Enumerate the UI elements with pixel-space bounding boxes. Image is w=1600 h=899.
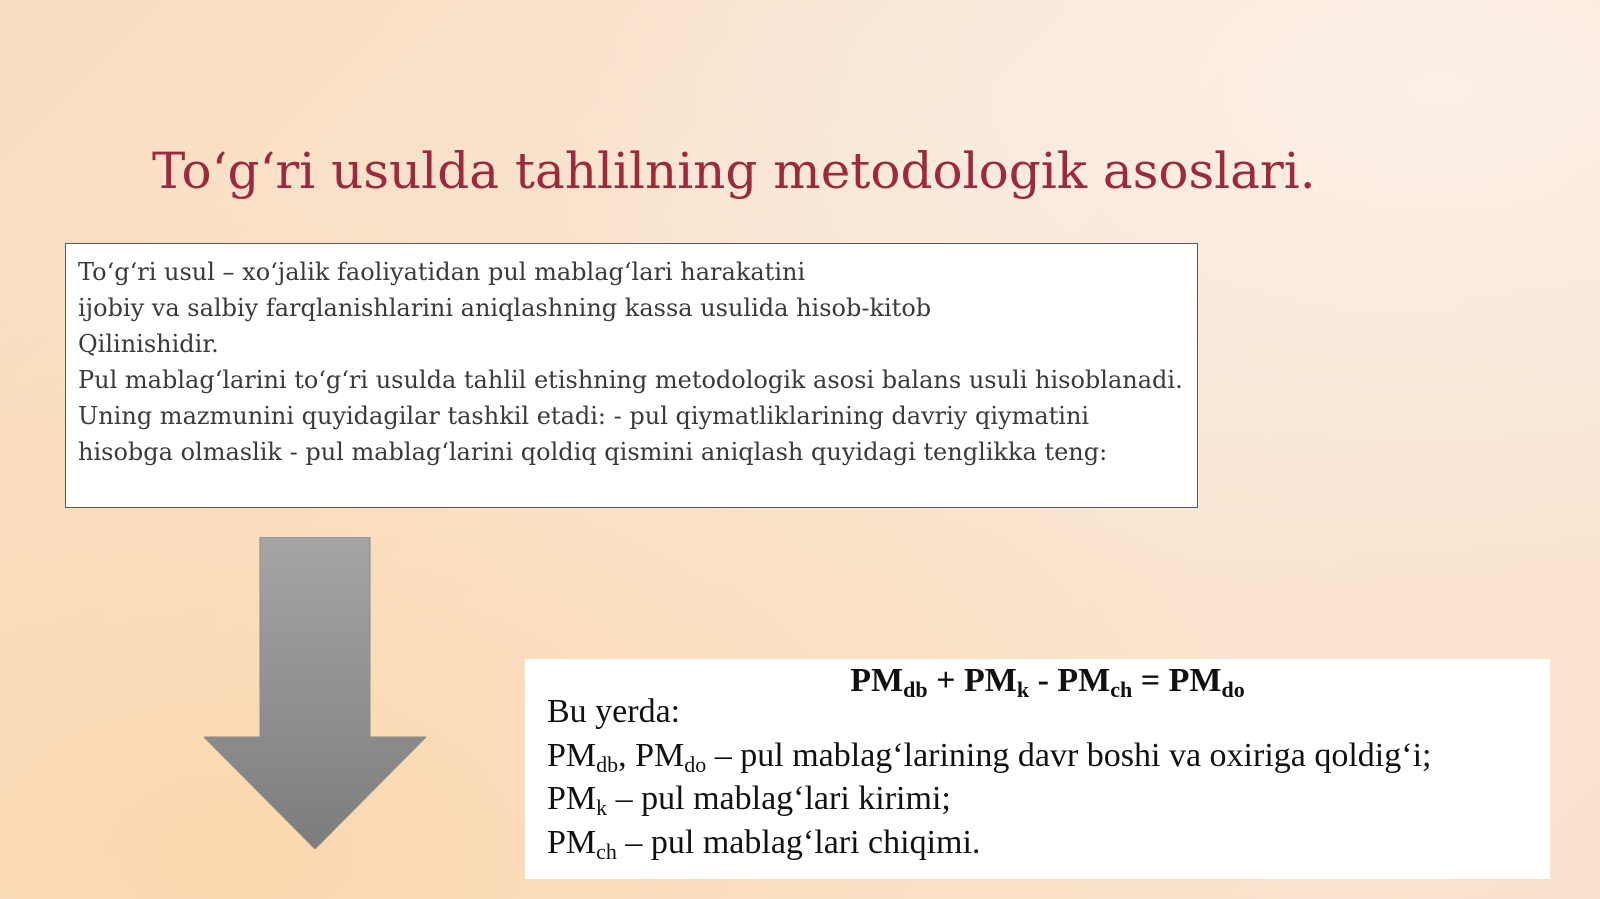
definition-text-box [65, 243, 1198, 508]
formula-subscript: k [1016, 677, 1030, 702]
text-line: Uning mazmunini quyidagilar tashkil etadi: - pul qiymatliklarining davriy qiymatini [78, 402, 1090, 430]
where-label: Bu yerda: [547, 693, 681, 730]
legend-balance: $PM_{db}$, $PM_{do}$ – pul mablag‘larining davr boshi va oxiriga qoldig‘i; [547, 737, 1432, 777]
text-line: Qilinishidir. [78, 330, 219, 358]
text-line: Pul mablag‘larini to‘g‘ri usulda tahlil etishning metodologik asosi balans usuli hisoblanadi. [78, 366, 1183, 394]
slide-title: To‘g‘ri usulda tahlilning metodologik asoslari. [152, 142, 1316, 200]
formula-box [525, 659, 1550, 879]
formula-subscript: db [903, 677, 928, 702]
formula-term: PM [1168, 662, 1222, 699]
formula-term: PM [963, 662, 1017, 699]
formula-operator: + [927, 662, 964, 699]
legend-outflow: $PM_{ch}$ – pul mablag‘lari chiqimi. [547, 824, 981, 864]
formula-subscript: do [1221, 677, 1245, 702]
formula-term: PM [1057, 662, 1111, 699]
text-line: ijobiy va salbiy farqlanishlarini aniqlashning kassa usulida hisob-kitob [78, 294, 932, 322]
formula-operator: - [1029, 662, 1058, 699]
formula-operator: = [1132, 662, 1169, 699]
down-arrow-icon [204, 537, 426, 849]
text-line: hisobga olmaslik - pul mablag‘larini qoldiq qismini aniqlash quyidagi tenglikka teng: [78, 438, 1108, 466]
formula-subscript: ch [1110, 677, 1133, 702]
text-line: To‘g‘ri usul – xo‘jalik faoliyatidan pul mablag‘lari harakatini [78, 258, 806, 286]
legend-inflow: $PM_k$ – pul mablag‘lari kirimi; [547, 780, 951, 820]
formula-term: PM [850, 662, 904, 699]
